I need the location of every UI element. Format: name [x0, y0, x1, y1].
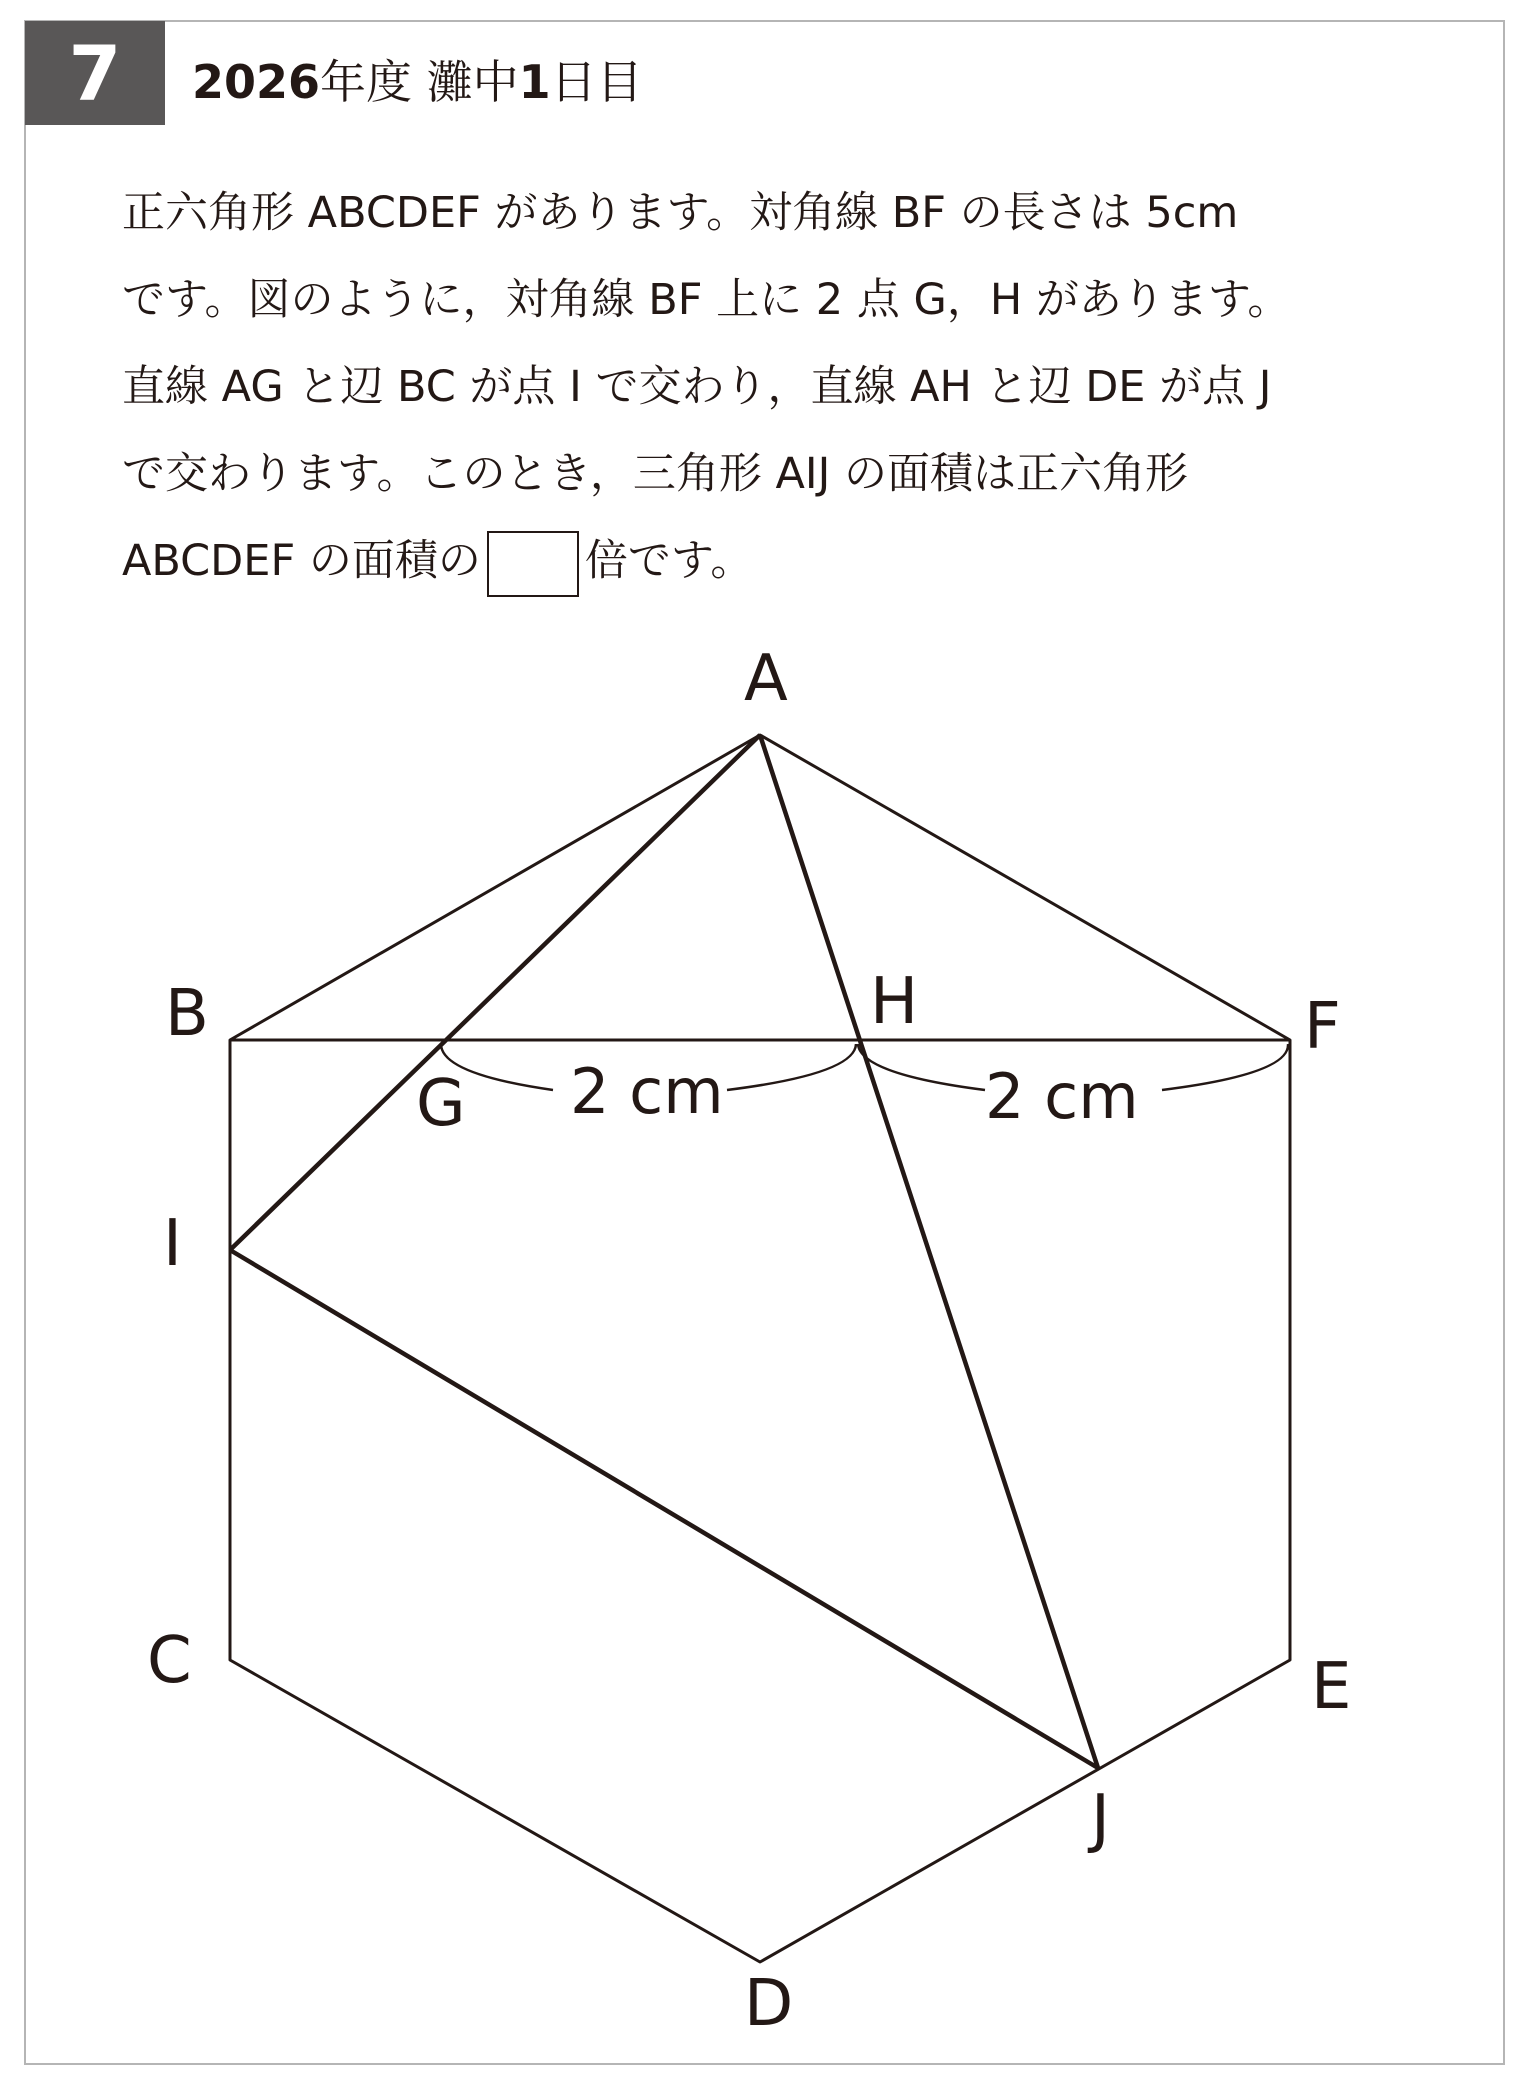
problem-line-2: です。図のように，対角線 BF 上に 2 点 G，H があります。	[122, 275, 1291, 325]
label-i: I	[163, 1207, 182, 1281]
label-h: H	[870, 965, 919, 1039]
label-a: A	[744, 642, 788, 716]
problem-line-3: 直線 AG と辺 BC が点 I で交わり，直線 AH と辺 DE が点 J	[122, 362, 1272, 412]
segment-ai	[230, 735, 760, 1250]
problem-number: 7	[68, 28, 122, 118]
label-b: B	[165, 977, 209, 1051]
label-d: D	[744, 1967, 794, 2041]
problem-line-1: 正六角形 ABCDEF があります。対角線 BF の長さは 5cm	[122, 188, 1239, 238]
dimension-hf: 2 cm	[985, 1060, 1139, 1133]
exam-year-suffix: 年度 灘中	[320, 55, 519, 109]
problem-line-5-before: ABCDEF の面積の	[122, 536, 481, 586]
label-e: E	[1311, 1650, 1352, 1724]
problem-line-5-after: 倍です。	[584, 536, 754, 586]
label-g: G	[416, 1067, 466, 1141]
label-c: C	[147, 1624, 192, 1698]
label-f: F	[1304, 990, 1341, 1064]
exam-year: 2026	[192, 55, 321, 109]
hexagon-outline	[230, 735, 1290, 1962]
exam-day-suffix: 日目	[550, 55, 643, 109]
segment-ij	[230, 1250, 1098, 1768]
label-j: J	[1091, 1782, 1110, 1856]
exam-day: 1	[518, 55, 551, 109]
dimension-gh: 2 cm	[570, 1055, 724, 1128]
segment-aj	[760, 735, 1098, 1768]
problem-line-4: で交わります。このとき，三角形 AIJ の面積は正六角形	[122, 449, 1188, 499]
